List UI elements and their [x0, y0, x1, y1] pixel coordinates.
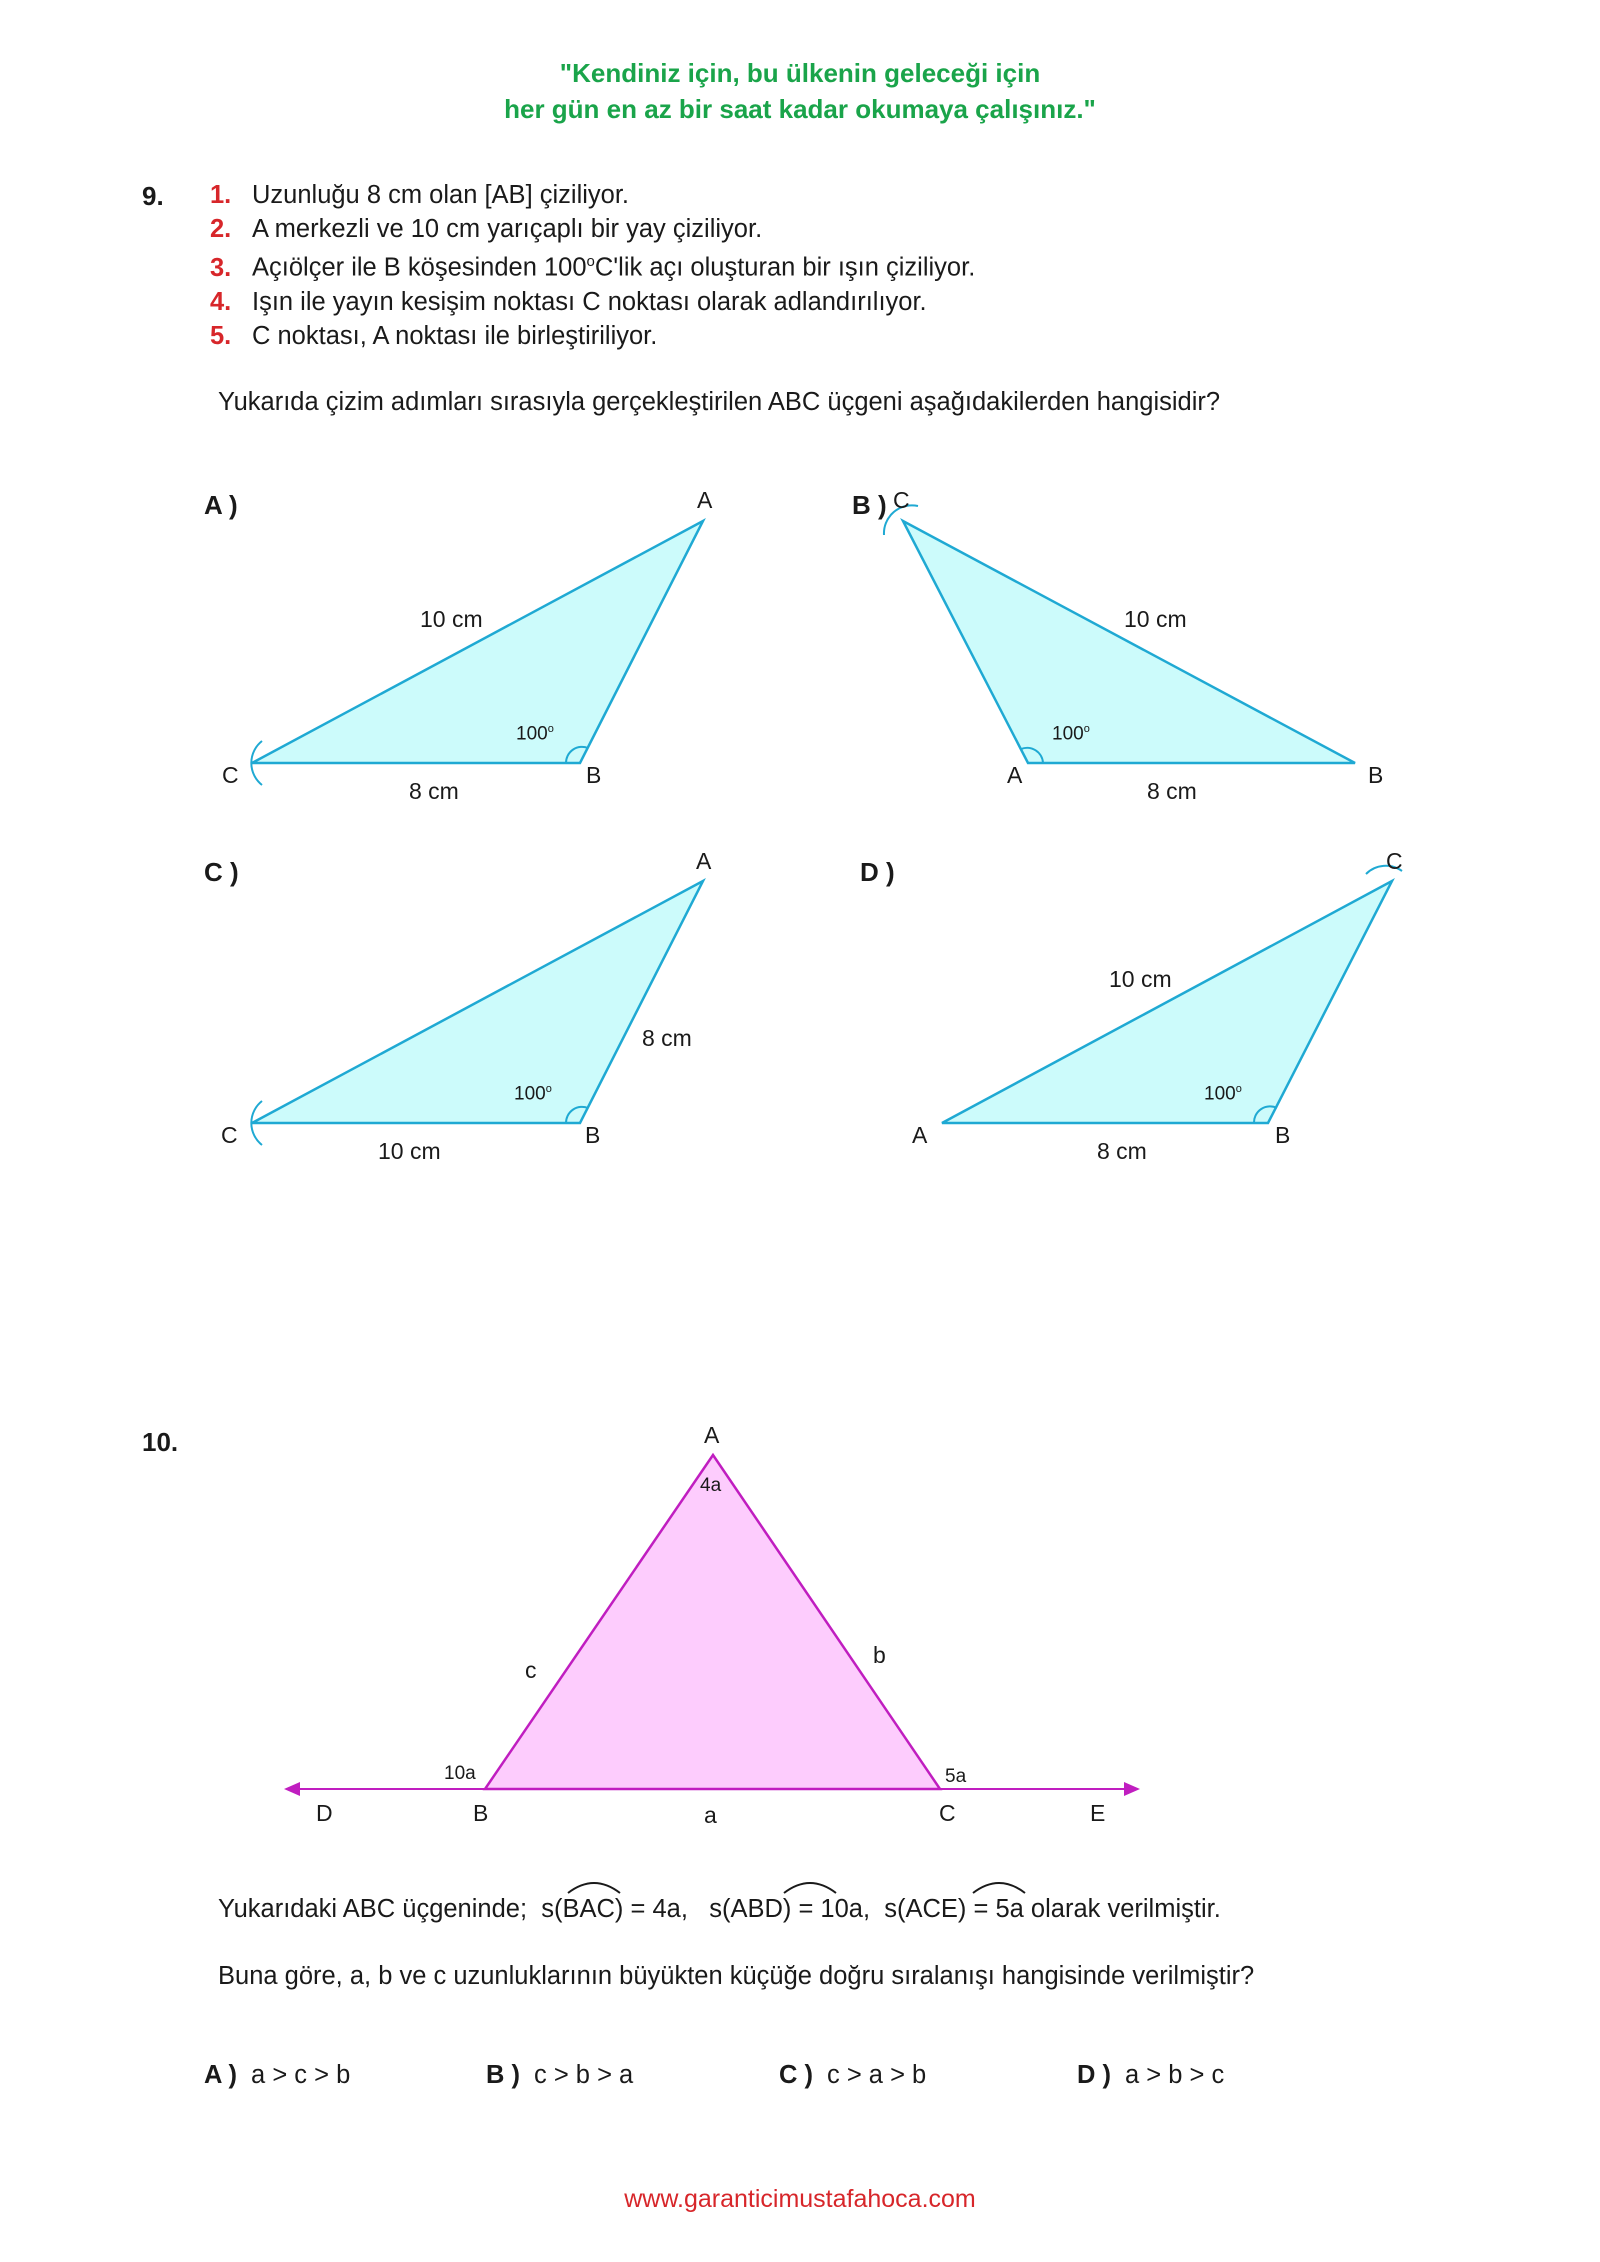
option-b-side-bottom: 8 cm: [1147, 778, 1197, 804]
option-b-angle: 100$^o$: [1052, 723, 1090, 745]
degree-mark: o: [586, 253, 595, 270]
step-number: 5.: [210, 322, 232, 350]
answer-c[interactable]: [779, 2061, 926, 2090]
q10-angle-a: 4a: [700, 1475, 722, 1496]
option-b-side-top: 10 cm: [1124, 606, 1187, 632]
option-d-vertex-right: B: [1275, 1122, 1291, 1148]
q10-given-text: Yukarıdaki ABC üçgeninde; s(BAC) = 4a, s(ABD) = 10a, s(ACE) = 5a olarak verilmiştir.: [218, 1895, 1221, 1923]
option-c-angle: 100$^o$: [514, 1083, 552, 1105]
step-number: 2.: [210, 215, 232, 243]
option-a-label[interactable]: A ): [204, 490, 238, 520]
q10-angle-b: 10a: [444, 1763, 476, 1784]
angle-ace: ACE: [905, 1895, 958, 1923]
option-a-side-bottom: 8 cm: [409, 778, 459, 804]
step-text: Açıölçer ile B köşesinden 100: [252, 253, 587, 282]
step-number: 3.: [210, 253, 232, 282]
answer-a-label: A ): [204, 2061, 238, 2089]
q10-point-d: D: [316, 1800, 333, 1826]
step-text: A merkezli ve 10 cm yarıçaplı bir yay çiziliyor.: [252, 215, 763, 243]
option-d-triangle: [942, 866, 1402, 1123]
option-a-side-top: 10 cm: [420, 606, 483, 632]
answer-d-label: D ): [1077, 2061, 1111, 2089]
option-a-angle: 100$^o$: [516, 723, 554, 745]
angle-bac: BAC: [562, 1895, 615, 1923]
option-c-triangle: [251, 881, 703, 1145]
option-c-vertex-top: A: [696, 848, 712, 874]
q10-side-b: b: [873, 1642, 886, 1668]
q10-angle-c: 5a: [945, 1766, 967, 1787]
footer-url[interactable]: www.garanticimustafahoca.com: [624, 2185, 976, 2213]
answer-b-text: c > b > a: [534, 2061, 634, 2089]
step-number: 1.: [210, 181, 232, 209]
q10-vertex-a: A: [704, 1422, 720, 1448]
option-c-side-right: 8 cm: [642, 1025, 692, 1051]
option-c-vertex-right: B: [585, 1122, 601, 1148]
answer-a-text: a > c > b: [251, 2061, 351, 2089]
option-d-side-bottom: 8 cm: [1097, 1138, 1147, 1164]
q10-side-c: c: [525, 1657, 537, 1683]
answer-b-label: B ): [486, 2061, 520, 2089]
step-text: Uzunluğu 8 cm olan [AB] çiziliyor.: [252, 181, 629, 209]
option-d-label[interactable]: D ): [860, 857, 895, 887]
arc-marks: [568, 1883, 1025, 1893]
q10-side-a: a: [704, 1802, 717, 1828]
motto-line-2: her gün en az bir saat kadar okumaya çalışınız.": [504, 94, 1096, 124]
step-text: C noktası, A noktası ile birleştiriliyor.: [252, 322, 658, 350]
answer-c-text: c > a > b: [827, 2061, 927, 2089]
q10-figure: [284, 1455, 1140, 1796]
option-a-vertex-top: A: [697, 487, 713, 513]
option-d-vertex-left: A: [912, 1122, 928, 1148]
option-a-vertex-right: B: [586, 762, 602, 788]
option-c-label[interactable]: C ): [204, 857, 239, 887]
answer-a[interactable]: [204, 2061, 350, 2090]
answer-c-label: C ): [779, 2061, 813, 2089]
angle-abd: ABD: [730, 1895, 783, 1923]
option-d-vertex-top: C: [1386, 848, 1403, 874]
option-b-label[interactable]: B ): [852, 490, 887, 520]
answer-d-text: a > b > c: [1125, 2061, 1225, 2089]
option-b-vertex-right: B: [1368, 762, 1384, 788]
step-number: 4.: [210, 288, 232, 316]
question-10-text: Buna göre, a, b ve c uzunluklarının büyükten küçüğe doğru sıralanışı hangisinde verilmiştir?: [218, 1962, 1255, 1990]
q10-vertex-c: C: [939, 1800, 956, 1826]
option-a-triangle: [251, 521, 703, 785]
answer-d[interactable]: [1077, 2061, 1224, 2090]
q10-vertex-b: B: [473, 1800, 489, 1826]
option-c-side-bottom: 10 cm: [378, 1138, 441, 1164]
q10-point-e: E: [1090, 1800, 1106, 1826]
answer-b[interactable]: [486, 2061, 633, 2090]
question-10-number: 10.: [142, 1427, 179, 1457]
option-d-angle: 100$^o$: [1204, 1083, 1242, 1105]
question-9-text: Yukarıda çizim adımları sırasıyla gerçekleştirilen ABC üçgeni aşağıdakilerden hangisidir?: [218, 388, 1221, 416]
option-c-vertex-left: C: [221, 1122, 238, 1148]
option-b-vertex-left: A: [1007, 762, 1023, 788]
option-b-triangle: [884, 505, 1355, 763]
step-text: C'lik açı oluşturan bir ışın çiziliyor.: [594, 253, 976, 282]
option-b-vertex-top: C: [893, 487, 910, 513]
question-9-number: 9.: [142, 181, 164, 211]
motto-line-1: "Kendiniz için, bu ülkenin geleceği için: [559, 58, 1041, 88]
option-a-vertex-left: C: [222, 762, 239, 788]
step-text: Işın ile yayın kesişim noktası C noktası olarak adlandırılıyor.: [252, 288, 927, 316]
option-d-side-top: 10 cm: [1109, 966, 1172, 992]
